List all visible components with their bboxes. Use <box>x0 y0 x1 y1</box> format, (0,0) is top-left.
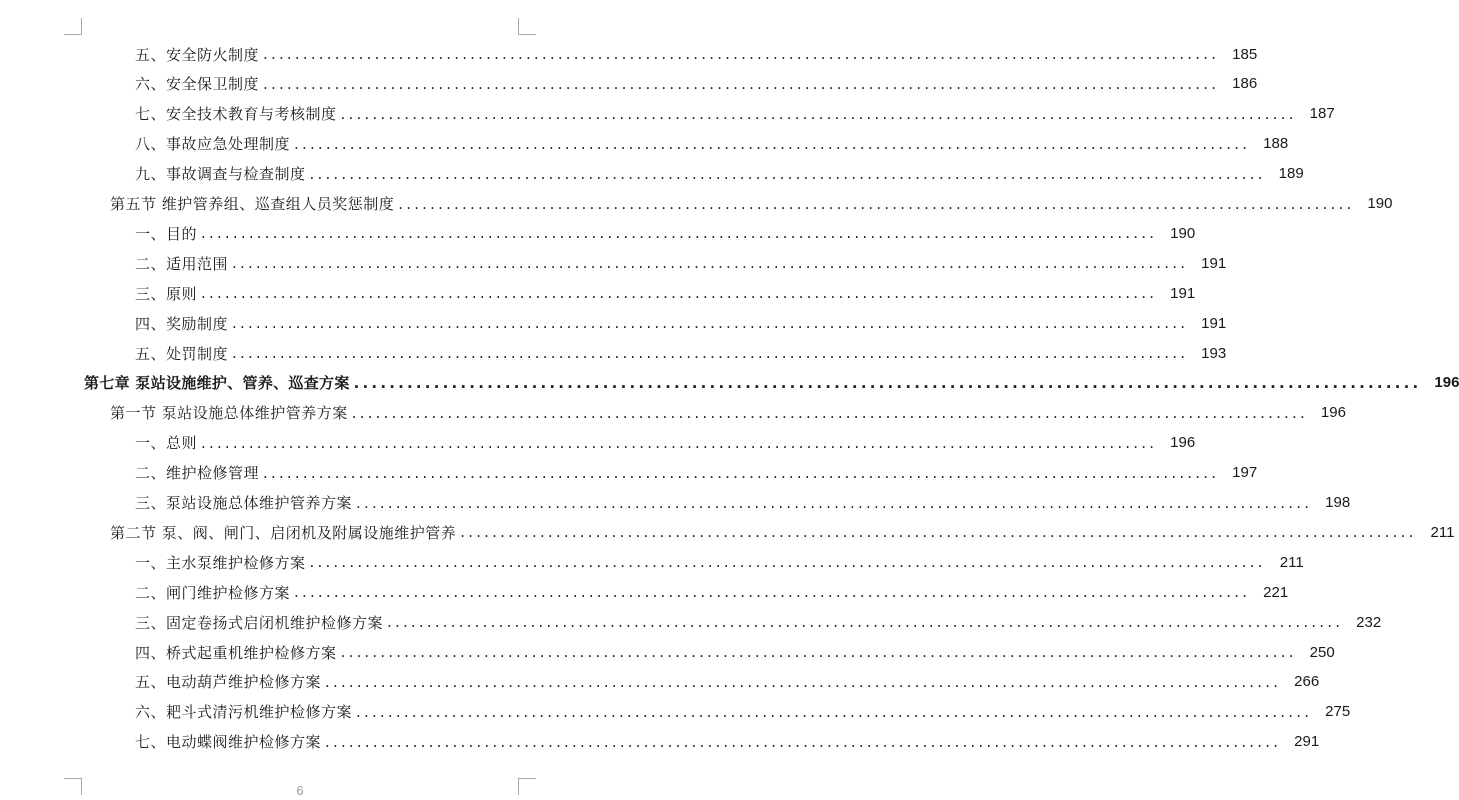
toc-entry-item[interactable] <box>0 580 1289 604</box>
toc-entry-page-number: 191 <box>1201 314 1227 332</box>
toc-entry-page-number: 211 <box>1279 553 1304 571</box>
toc-entry-item[interactable] <box>0 431 1196 455</box>
toc-entry-title: 一、总则 <box>135 434 198 453</box>
toc-entry-page-number: 190 <box>1170 224 1196 242</box>
toc-entry-item[interactable] <box>0 640 1335 664</box>
toc-dot-leader: ........................................................................................................................ <box>356 702 1313 721</box>
toc-entry-chapter[interactable] <box>0 371 1459 395</box>
toc-entry-page-number: 186 <box>1232 75 1258 93</box>
toc-entry-item[interactable] <box>0 700 1351 724</box>
toc-dot-leader: ........................................................................................................................ <box>232 344 1189 362</box>
toc-entry-page-number: 187 <box>1309 105 1335 123</box>
toc-dot-leader: ........................................................................................................................ <box>263 463 1220 482</box>
toc-entry-title: 二、闸门维护检修方案 <box>135 583 291 602</box>
toc-entry-title: 三、原则 <box>135 284 198 303</box>
toc-dot-leader: ........................................................................................................................ <box>263 45 1220 63</box>
crop-mark-bottom-left <box>64 778 82 779</box>
toc-entry-item[interactable] <box>0 102 1335 126</box>
toc-entry-title: 四、桥式起重机维护检修方案 <box>135 643 337 662</box>
toc-dot-leader: ........................................................................................................................ <box>340 643 1297 661</box>
toc-entry-title: 七、安全技术教育与考核制度 <box>135 105 337 124</box>
toc-entry-item[interactable] <box>0 491 1351 515</box>
toc-dot-leader: ........................................................................................................................ <box>325 732 1282 751</box>
toc-dot-leader: ........................................................................................................................ <box>294 134 1251 153</box>
toc-dot-leader: ........................................................................................................................ <box>294 583 1251 602</box>
toc-entry-item[interactable] <box>0 162 1304 186</box>
toc-entry-title: 二、适用范围 <box>135 254 229 273</box>
toc-entry-item[interactable] <box>0 221 1196 245</box>
toc-dot-leader: ........................................................................................................................ <box>201 284 1158 303</box>
crop-mark-top-right <box>518 34 536 35</box>
toc-entry-page-number: 197 <box>1232 464 1258 482</box>
toc-entry-item[interactable] <box>0 610 1382 634</box>
toc-entry-page-number: 211 <box>1430 523 1455 541</box>
toc-entry-page-number: 291 <box>1294 733 1320 751</box>
toc-dot-leader: ........................................................................................................................ <box>325 672 1282 691</box>
toc-dot-leader: ........................................................................................................................ <box>356 493 1313 512</box>
toc-entry-title: 三、固定卷扬式启闭机维护检修方案 <box>135 613 384 632</box>
toc-entry-item[interactable] <box>0 72 1258 96</box>
toc-dot-leader: ........................................................................................................................ <box>309 164 1266 183</box>
toc-dot-leader: ........................................................................................................................ <box>232 314 1189 333</box>
toc-entry-item[interactable] <box>0 670 1320 694</box>
toc-entry-item[interactable] <box>0 42 1258 66</box>
toc-entry-item[interactable] <box>0 461 1258 485</box>
toc-entry-title: 九、事故调查与检查制度 <box>135 165 306 184</box>
toc-entry-title: 三、泵站设施总体维护管养方案 <box>135 494 353 512</box>
toc-entry-title: 一、目的 <box>135 224 198 243</box>
toc-entry-page-number: 190 <box>1367 195 1393 212</box>
crop-mark-top-left <box>81 18 82 35</box>
toc-entry-item[interactable] <box>0 730 1320 754</box>
toc-entry-title: 第二节 泵、阀、闸门、启闭机及附属设施维护管养 <box>110 523 457 542</box>
toc-entry-page-number: 188 <box>1263 135 1289 153</box>
toc-dot-leader: ........................................................................................................................ <box>201 224 1158 243</box>
toc-entry-item[interactable] <box>0 311 1227 335</box>
toc-entry-title: 第七章 泵站设施维护、管养、巡查方案 <box>84 374 350 393</box>
toc-entry-section[interactable] <box>0 401 1346 425</box>
toc-entry-page-number: 275 <box>1325 703 1351 721</box>
toc-dot-leader: ........................................................................................................................ <box>309 553 1266 572</box>
toc-entry-title: 四、奖励制度 <box>135 314 229 333</box>
toc-entry-page-number: 191 <box>1170 284 1196 302</box>
toc-entry-page-number: 191 <box>1201 254 1227 272</box>
toc-entry-item[interactable] <box>0 251 1227 275</box>
toc-dot-leader: ........................................................................................................................ <box>340 104 1297 123</box>
toc-entry-section[interactable] <box>0 192 1393 216</box>
toc-entry-item[interactable] <box>0 550 1304 574</box>
toc-entry-item[interactable] <box>0 341 1227 365</box>
toc-entry-page-number: 198 <box>1325 494 1351 511</box>
toc-entry-page-number: 232 <box>1356 613 1382 631</box>
toc-entry-page-number: 185 <box>1232 45 1258 63</box>
toc-entry-title: 七、电动蝶阀维护检修方案 <box>135 733 322 752</box>
toc-entry-item[interactable] <box>0 132 1289 156</box>
toc-dot-leader: ........................................................................................................................ <box>263 74 1220 93</box>
toc-entry-page-number: 196 <box>1434 374 1459 392</box>
toc-dot-leader: ........................................................................................................................ <box>398 194 1355 213</box>
toc-entry-item[interactable] <box>0 281 1196 305</box>
toc-entry-title: 六、安全保卫制度 <box>135 75 260 94</box>
page-number: 6 <box>296 783 304 798</box>
toc-entry-title: 六、耙斗式清污机维护检修方案 <box>135 703 353 722</box>
toc-entry-title: 二、维护检修管理 <box>135 464 260 483</box>
toc-dot-leader: ........................................................................................................................ <box>201 433 1158 452</box>
toc-entry-page-number: 189 <box>1278 165 1304 183</box>
toc-dot-leader: ........................................................................................................................ <box>387 613 1344 632</box>
toc-entry-title: 第五节 维护管养组、巡查组人员奖惩制度 <box>110 195 395 213</box>
toc-entry-title: 五、电动葫芦维护检修方案 <box>135 673 322 692</box>
toc-entry-page-number: 193 <box>1201 344 1227 362</box>
toc-entry-title: 一、主水泵维护检修方案 <box>135 553 306 572</box>
toc-entry-page-number: 266 <box>1294 673 1320 691</box>
toc-entry-title: 五、安全防火制度 <box>135 45 260 64</box>
toc-entry-page-number: 196 <box>1320 404 1346 422</box>
toc-entry-title: 第一节 泵站设施总体维护管养方案 <box>110 404 348 423</box>
toc-entry-section[interactable] <box>0 520 1455 544</box>
toc-dot-leader: ........................................................................................................................ <box>232 254 1189 273</box>
toc-entry-page-number: 221 <box>1263 583 1289 601</box>
toc-entry-title: 八、事故应急处理制度 <box>135 135 291 154</box>
toc-dot-leader: ........................................................................................................................ <box>353 373 1422 392</box>
toc-entry-page-number: 196 <box>1170 434 1196 452</box>
toc-dot-leader: ........................................................................................................................ <box>351 403 1308 422</box>
toc-entry-title: 五、处罚制度 <box>135 344 229 363</box>
crop-mark-top-left <box>64 34 82 35</box>
toc-dot-leader: ........................................................................................................................ <box>460 523 1417 542</box>
toc-entry-page-number: 250 <box>1309 643 1335 661</box>
crop-mark-bottom-right <box>518 778 536 779</box>
crop-mark-top-right <box>518 18 519 35</box>
